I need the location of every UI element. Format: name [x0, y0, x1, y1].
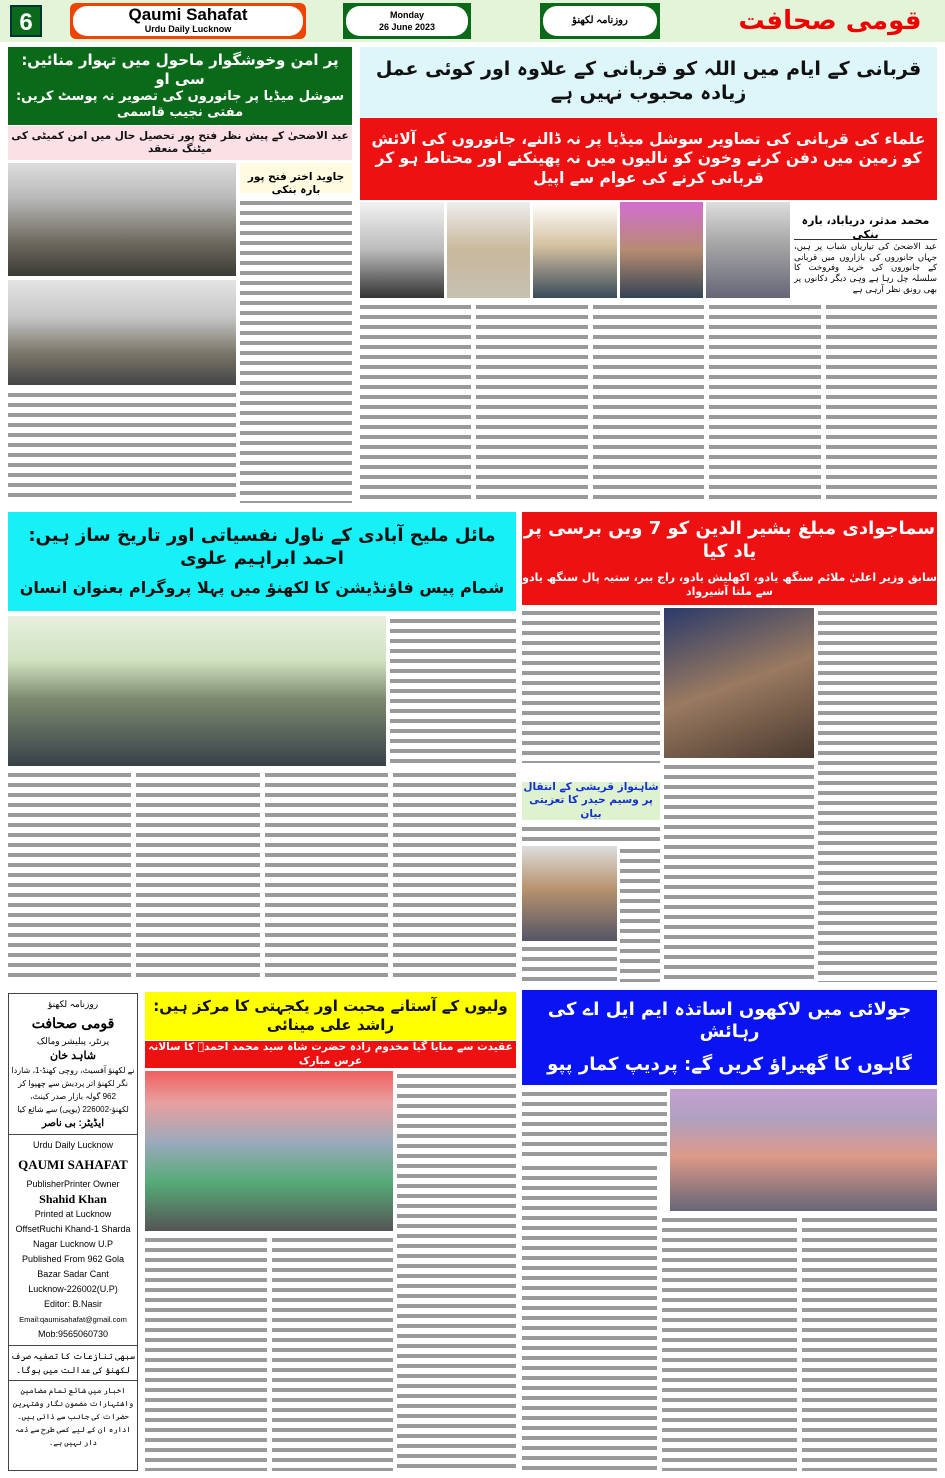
imprint-owner-en: Shahid Khan	[39, 1192, 107, 1206]
imprint-line: Printed at Lucknow	[34, 1209, 112, 1219]
article-column	[826, 302, 937, 502]
imprint-urdu-title: قومی صحافت	[31, 1015, 115, 1031]
urs-article-columns	[145, 1235, 393, 1471]
novel-article-columns	[8, 770, 516, 982]
imprint-line: Editor: B.Nasir	[43, 1299, 103, 1309]
peace-headline-1: پر امن وخوشگوار ماحول میں تہوار منائیں: سی او	[21, 51, 339, 88]
ulama-photo-3	[533, 202, 617, 298]
article-column	[136, 770, 259, 982]
imprint-email: Email:qaumisahafat@gmail.com	[19, 1315, 127, 1324]
novel-headline: مائل ملیح آبادی کے ناول نفسیاتی اور تاریخ ساز ہیں: احمد ابراہیم علوی	[28, 525, 496, 569]
imprint-line: PublisherPrinter Owner	[26, 1179, 120, 1189]
imprint-line: Urdu Daily Lucknow	[32, 1140, 114, 1150]
condolence-photo	[522, 846, 617, 941]
peace-byline: جاوید اختر فتح پور بارہ بنکی	[247, 171, 345, 197]
meeting-photo-1	[8, 163, 236, 276]
urs-photo	[145, 1071, 393, 1231]
novel-headline-box	[8, 512, 516, 611]
logo-title: Qaumi Sahafat	[128, 5, 248, 24]
imprint-editor: ایڈیٹر: بی ناصر	[42, 1118, 104, 1129]
peace-article-text-2	[8, 390, 236, 503]
article-column	[662, 1215, 797, 1471]
mushaira-photo	[8, 616, 386, 766]
teachers-headline-2: گاہوں کا گھیراؤ کریں گے: پردیپ کمار پپو	[547, 1053, 912, 1075]
qurbani-article-columns	[360, 302, 937, 502]
article-column	[393, 770, 516, 982]
date: 26 June 2023	[378, 22, 436, 32]
ulama-photo-5	[706, 202, 790, 298]
imprint-owner: شاہد خان	[49, 1050, 97, 1062]
peace-headline-2: سوشل میڈیا پر جانوروں کی تصویر نہ پوسٹ کریں: مفتی نجیب قاسمی	[15, 88, 345, 120]
teachers-headline-box	[522, 990, 937, 1085]
logo-subtitle: Urdu Daily Lucknow	[144, 24, 232, 34]
peace-headline-box	[8, 47, 352, 125]
bashir-subhead: سابق وزیر اعلیٰ ملائم سنگھ یادو، اکھلیش یادو، راج ببر، ستیہ پال سنگھ یادو سے ملتا آشیرواد	[522, 571, 937, 598]
urs-article-text	[397, 1071, 516, 1471]
imprint-line: Bazar Sadar Cant	[37, 1269, 109, 1279]
teachers-headline-1: جولائی میں لاکھوں اساتذہ ایم ایل اے کی رہائش	[547, 998, 912, 1043]
logo-english	[70, 3, 306, 39]
urs-headline: ولیوں کے آستانے محبت اور یکجہتی کا مرکز ہیں: راشد علی مینائی	[145, 992, 516, 1040]
day: Monday	[389, 10, 424, 20]
article-column	[593, 302, 704, 502]
bashir-article-text	[522, 608, 660, 763]
teachers-article-text	[522, 1089, 667, 1159]
imprint-line: Nagar Lucknow U.P	[32, 1239, 114, 1249]
article-column	[272, 1235, 394, 1471]
imprint-line: Lucknow-226002(U.P)	[28, 1284, 118, 1294]
urs-subhead: عقیدت سے منایا گیا مخدوم زادہ حضرت شاہ سید محمد احمدؒ کا سالانہ عرس مبارک	[145, 1041, 516, 1068]
ulama-photo-1	[360, 202, 444, 298]
novel-article-text	[390, 616, 516, 766]
bashir-headline-box	[522, 512, 937, 605]
qurbani-subhead: علماء کی قربانی کی تصاویر سوشل میڈیا پر نہ ڈالنے، جانوروں کی آلائش کو زمین میں دفن کرنے وخون کو نالیوں میں نہ پھینکنے اور محتاط ہو کر قربانی کرنے کی عوام سے اپیل	[360, 118, 937, 200]
peace-byline-box	[240, 163, 352, 197]
imprint-disclaimer: اخبار میں شائع تمام مضامین واشتہارات مضمون نگار وشتہرین حضرات کی جانب سے ذاتی ہیں۔ ادارہ ان کے لیے کسی طرح سے ذمہ دار نہیں ہے۔	[12, 1386, 134, 1447]
roznama-box	[540, 3, 660, 39]
imprint-roznama: روزنامہ لکھنؤ	[47, 999, 99, 1009]
article-column	[709, 302, 820, 502]
urdu-title: قومی صحافت	[738, 6, 922, 36]
ulama-photos	[360, 202, 790, 298]
bashir-headline: سماجوادی مبلغ بشیر الدین کو 7 ویں برسی پر یاد کیا	[523, 518, 936, 562]
qurbani-headline: قربانی کے ایام میں اللہ کو قربانی کے علاوہ اور کوئی عمل زیادہ محبوب نہیں ہے	[360, 47, 937, 117]
condolence-text	[522, 824, 660, 844]
roznama: روزنامہ لکھنؤ	[543, 6, 657, 36]
meeting-photo-2	[8, 280, 236, 385]
article-column	[476, 302, 587, 502]
novel-subhead: شمام پیس فاؤنڈیشن کا لکھنؤ میں پہلا پروگرام بعنوان انسان	[19, 578, 505, 597]
date-box	[343, 3, 471, 39]
article-column	[802, 1215, 937, 1471]
imprint-address: نے لکھنؤ آفسیٹ، روچی کھنڈ-1، شاردا نگر لکھنؤ اتر پردیش سے چھپوا کر 962 گولہ بازار صدر کینٹ، لکھنؤ-226002 (یوپی) سے شائع کیا	[11, 1066, 135, 1114]
condolence-headline: شاہنواز قریشی کے انتقال پر وسیم حیدر کا تعزیتی بیان	[523, 781, 659, 820]
imprint-line: Published From 962 Gola	[21, 1254, 125, 1264]
qurbani-byline: محمد مدثر، دریاباد، بارہ بنکی	[801, 214, 930, 241]
ulama-photo-4	[620, 202, 704, 298]
article-column	[8, 770, 131, 982]
qurbani-byline-box	[794, 202, 937, 240]
condolence-text-2	[620, 846, 660, 982]
article-column	[265, 770, 388, 982]
peace-article-text	[240, 198, 352, 503]
imprint-line: OffsetRuchi Khand-1 Sharda	[15, 1224, 131, 1234]
imprint-box	[8, 993, 138, 1471]
imprint-title: QAUMI SAHAFAT	[18, 1157, 128, 1172]
qurbani-lead: عید الاضحیٰ کی تیاریاں شباب پر ہیں، جہاں جانوروں کی بازاروں میں قربانی کے جانوروں کی خرید وفروخت کا سلسلہ چل رہا ہے وہی دیگر دکانوں پر بھی رونق نظر آرہی ہے	[794, 242, 937, 295]
imprint-owner-label: پرنٹر، پبلیشر ومالک	[36, 1036, 110, 1046]
article-column	[360, 302, 471, 502]
bashir-photo	[664, 608, 814, 758]
article-column	[145, 1235, 267, 1471]
imprint-mobile: Mob:9565060730	[37, 1329, 109, 1339]
condolence-text-3	[522, 944, 617, 982]
imprint-jurisdiction: سبھی تنازعات کا تصفیہ صرف لکھنؤ کی عدالت میں ہوگا۔	[9, 1346, 137, 1381]
page-number: 6	[10, 5, 42, 37]
bashir-article-text-2	[818, 608, 937, 982]
article-column	[522, 1163, 657, 1471]
ulama-photo-2	[447, 202, 531, 298]
bashir-article-text-3	[664, 762, 814, 982]
teachers-article-columns	[522, 1163, 937, 1471]
peace-subhead: عید الاضحیٰ کے پیش نظر فتح پور تحصیل حال میں امن کمیٹی کی میٹنگ منعقد	[8, 126, 352, 160]
